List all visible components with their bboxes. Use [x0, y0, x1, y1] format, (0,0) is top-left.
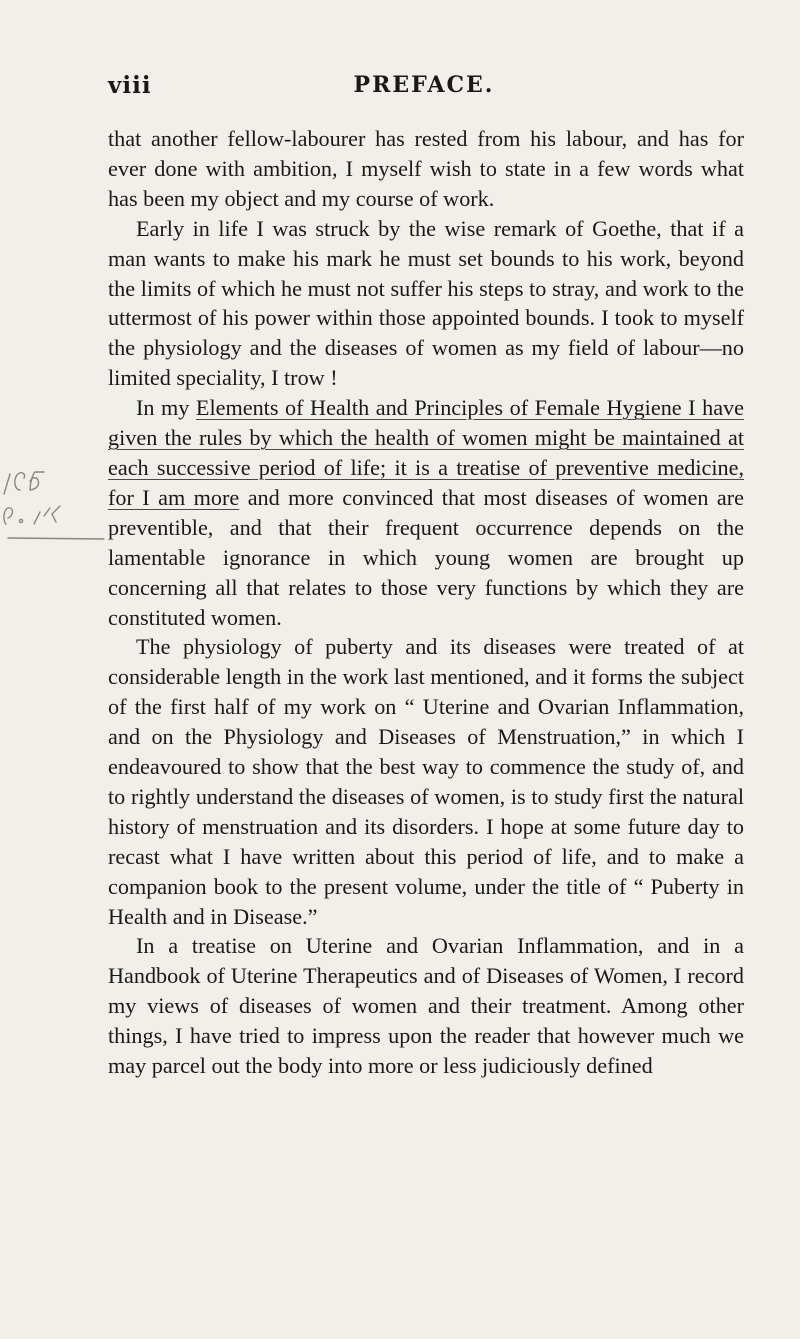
- pencil-annotation-icon: [0, 468, 105, 548]
- underlined-passage: Elements of Health and Principles of Female Hygiene I have given the rules by which the health of women might be maintained at each successive period of life; it is a treatise of preventive medicine, for I am more: [108, 395, 744, 510]
- paragraph-1-text: that another fellow-labourer has rested from his labour, and has for ever done with ambition, I myself wish to state in a few words what has been my object and my course of work.: [108, 126, 744, 211]
- paragraph-2-text: Early in life I was struck by the wise remark of Goethe, that if a man wants to make his mark he must set bounds to his work, beyond the limits of which he must not suffer his steps to stray, and work to the uttermost of his power within those appointed bounds. I took to myself the physiology and the diseases of women as my field of labour—no limited speciality, I trow !: [108, 215, 744, 391]
- paragraph-3-text-end: and more convinced that most diseases of women are preventible, and that their frequent occurrence depends on the lamentable ignorance in which young women are brought up concerning all that relates to those very functions by which they are constituted women.: [108, 484, 744, 630]
- page-header: [108, 72, 744, 112]
- running-head: PREFACE.: [353, 72, 495, 98]
- preface-text: [108, 124, 744, 1081]
- paragraph-3-text-start: In my: [136, 395, 196, 421]
- paragraph-5: [108, 931, 744, 1081]
- paragraph-1: [108, 124, 744, 214]
- page-number: viii: [108, 72, 152, 99]
- paragraph-4-text: The physiology of puberty and its diseases were treated of at considerable length in the work last mentioned, and it forms the subject of the first half of my work on “ Uterine and Ovarian Inflammation, and on the Physiology and Diseases of Menstruation,” in which I endeavoured to show that the best way to commence the study of, and to rightly understand the diseases of women, is to study first the natural history of menstruation and its disorders. I hope at some future day to recast what I have written about this period of life, and to make a companion book to the present volume, under the title of “ Puberty in Health and in Disease.”: [108, 634, 744, 929]
- paragraph-4: [108, 632, 744, 931]
- paragraph-5-text: In a treatise on Uterine and Ovarian Inflammation, and in a Handbook of Uterine Therapeutics and of Diseases of Women, I record my views of diseases of women and their treatment. Among other things, I have tried to impress upon the reader that however much we may parcel out the body into more or less judiciously defined: [108, 933, 744, 1079]
- paragraph-2: [108, 214, 744, 393]
- handwritten-margin-note: [0, 468, 105, 548]
- paragraph-3: [108, 393, 744, 632]
